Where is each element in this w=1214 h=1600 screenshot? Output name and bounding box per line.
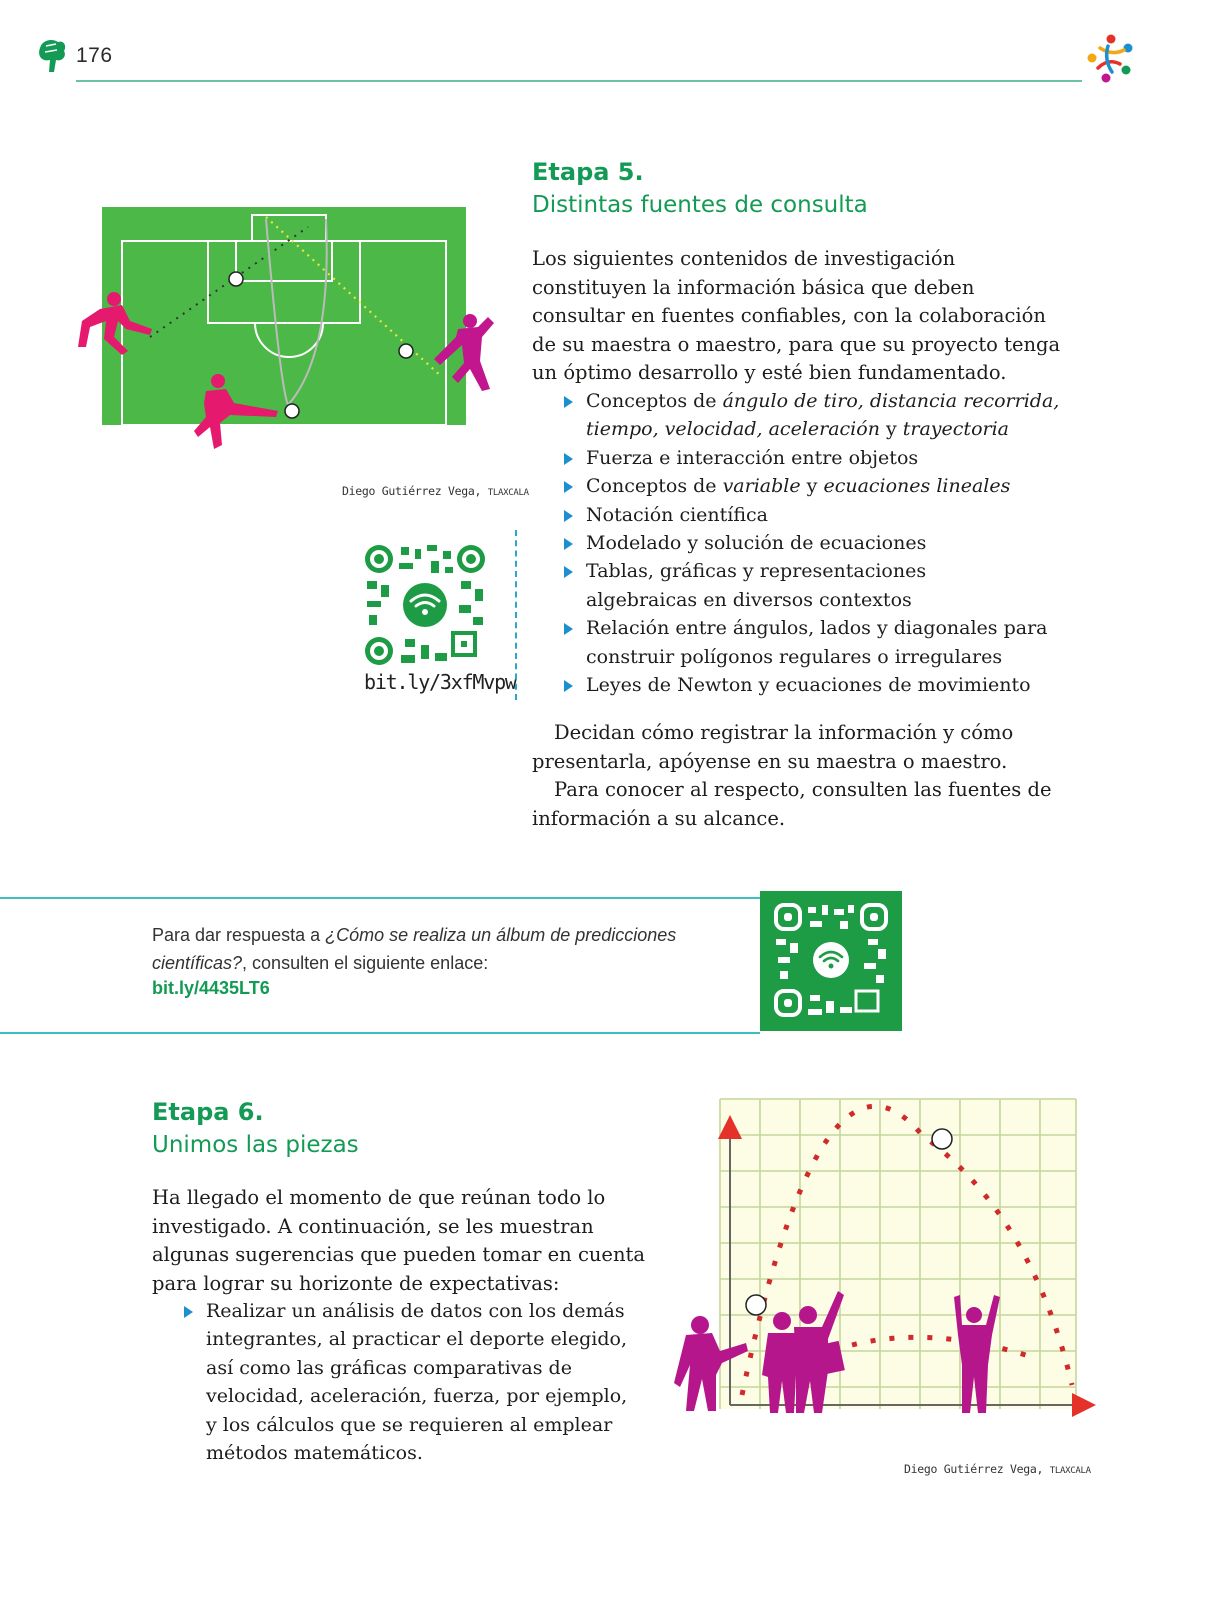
etapa5-bullet-list	[560, 387, 1070, 699]
list-item: Tablas, gráficas y representaciones algebraicas en diversos contextos	[560, 557, 1006, 614]
list-item: Realizar un análisis de datos con los demás integrantes, al practicar el deporte elegido, así como las gráficas comparativas de velocidad, aceleración, fuerza, por ejemplo, y los cálculos que se requieren al emplear métodos matemáticos.	[180, 1297, 640, 1467]
trajectory-grid-illustration	[672, 1095, 1112, 1445]
header-rule	[76, 80, 1082, 82]
list-item: Notación científica	[560, 501, 1070, 529]
etapa5-intro: Los siguientes contenidos de investigación constituyen la información básica que deben consultar en fuentes confiables, con la colaboración de su maestra o maestro, para que su proyecto tenga un óptimo desarrollo y esté bien fundamentado.	[532, 247, 1061, 384]
qr-code-2-icon	[760, 891, 902, 1031]
link-box-text: Para dar respuesta a ¿Cómo se realiza un álbum de predicciones científicas?, consulten el siguiente enlace:	[152, 925, 677, 973]
list-item: Leyes de Newton y ecuaciones de movimiento	[560, 671, 1070, 699]
link-box-bottom-rule	[0, 1032, 760, 1034]
qr-code-1-url[interactable]: bit.ly/3xfMvpw	[364, 670, 516, 694]
list-item: Fuerza e interacción entre objetos	[560, 444, 1070, 472]
bullet-arrow-icon	[184, 1306, 193, 1318]
link-box-top-rule	[0, 897, 760, 899]
list-item: Relación entre ángulos, lados y diagonales para construir polígonos regulares o irregulares	[560, 614, 1070, 671]
qr-code-2-panel[interactable]	[760, 891, 902, 1031]
dashed-divider	[515, 530, 517, 700]
etapa6-subtitle: Unimos las piezas	[152, 1132, 359, 1158]
link-box-url[interactable]: bit.ly/4435LT6	[152, 978, 270, 998]
header-leaf-logo-icon	[36, 38, 68, 74]
etapa5-title: Etapa 5.	[532, 158, 644, 186]
header-emblem-icon	[1082, 30, 1140, 88]
etapa5-para2: Decidan cómo registrar la información y cómo presentarla, apóyense en su maestra o maestro.	[532, 721, 1014, 773]
etapa5-subtitle: Distintas fuentes de consulta	[532, 192, 868, 218]
image-credit-1: Diego Gutiérrez Vega, TLAXCALA	[342, 484, 529, 498]
soccer-field-illustration	[70, 205, 510, 465]
etapa6-title: Etapa 6.	[152, 1098, 264, 1126]
bullet-arrow-icon	[564, 510, 573, 522]
image-credit-2: Diego Gutiérrez Vega, TLAXCALA	[904, 1462, 1091, 1476]
list-item: Conceptos de ángulo de tiro, distancia recorrida, tiempo, velocidad, aceleración y trayectoria	[560, 387, 1070, 444]
bullet-arrow-icon	[564, 566, 573, 578]
bullet-arrow-icon	[564, 453, 573, 465]
etapa5-para3: Para conocer al respecto, consulten las fuentes de información a su alcance.	[532, 778, 1052, 830]
bullet-arrow-icon	[564, 396, 573, 408]
bullet-arrow-icon	[564, 623, 573, 635]
page-number: 176	[76, 44, 113, 67]
list-item: Conceptos de variable y ecuaciones lineales	[560, 472, 1070, 500]
list-item: Modelado y solución de ecuaciones	[560, 529, 1070, 557]
bullet-arrow-icon	[564, 481, 573, 493]
etapa6-intro: Ha llegado el momento de que reúnan todo lo investigado. A continuación, se les muestran algunas sugerencias que pueden tomar en cuenta para lograr su horizonte de expectativas:	[152, 1186, 645, 1295]
bullet-arrow-icon	[564, 680, 573, 692]
bullet-arrow-icon	[564, 538, 573, 550]
etapa6-bullet-list	[180, 1297, 640, 1467]
qr-code-1-icon[interactable]	[365, 545, 485, 665]
